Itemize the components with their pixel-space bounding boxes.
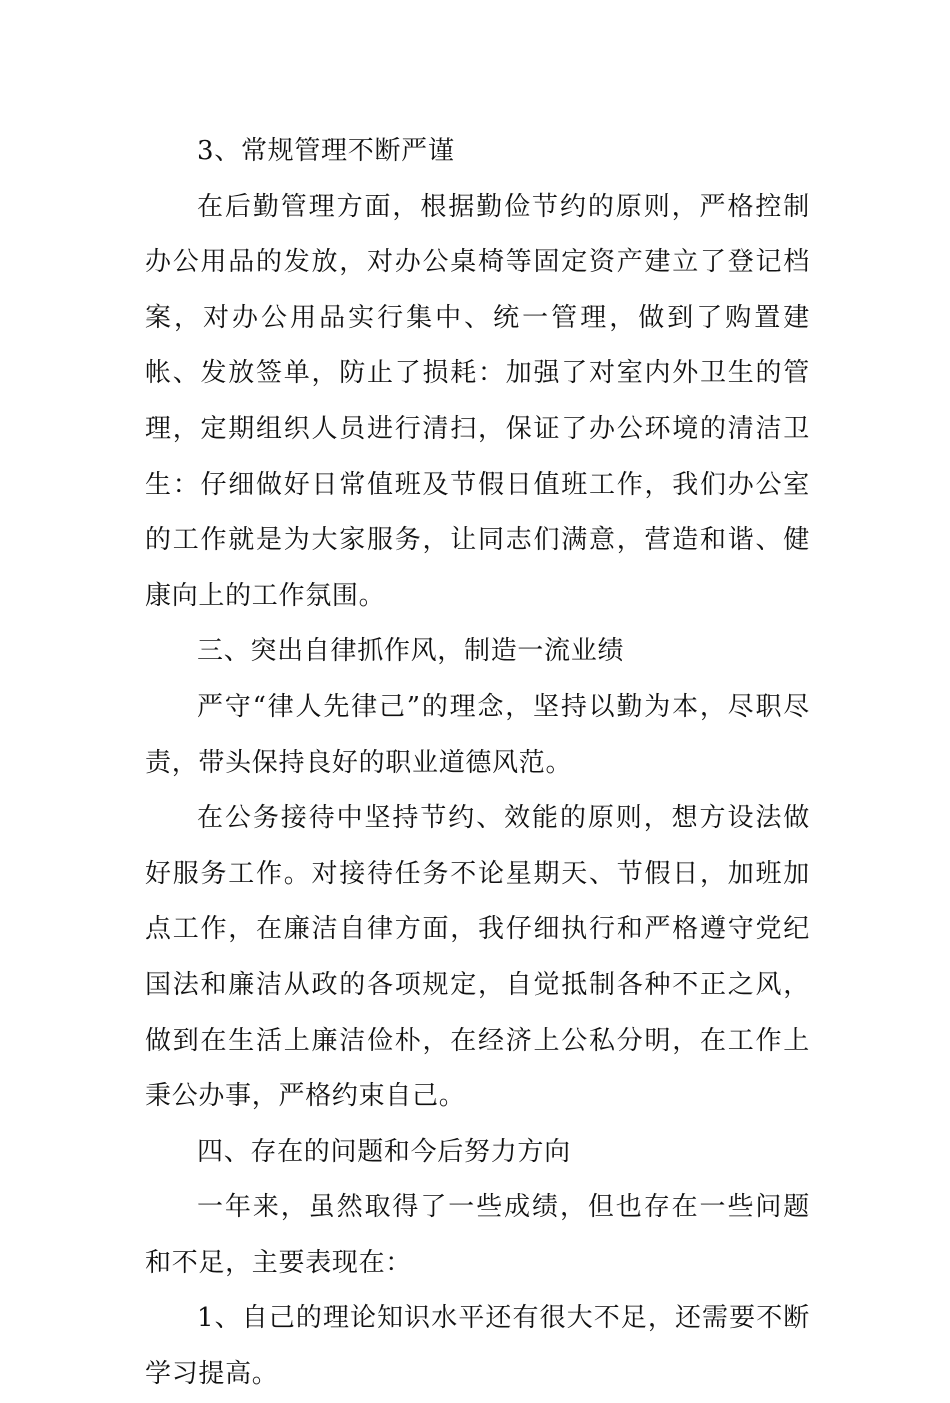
paragraph-year-summary: 一年来，虽然取得了一些成绩，但也存在一些问题和不足，主要表现在： — [145, 1192, 810, 1278]
section-heading-self-discipline: 三、突出自律抓作风，制造一流业绩 — [197, 636, 625, 667]
section-heading-problems-direction: 四、存在的问题和今后努力方向 — [197, 1136, 571, 1167]
paragraph-official-reception: 在公务接待中坚持节约、效能的原则，想方设法做好服务工作。对接待任务不论星期天、节假日，加班加点工作，在廉洁自律方面，我仔细执行和严格遵守党纪国法和廉洁从政的各项规定，自觉抵制各种不正之风，做到在生活上廉洁俭朴，在经济上公私分明，在工作上秉公办事，严格约束自己。 — [145, 803, 810, 1112]
paragraph-logistics-management: 在后勤管理方面，根据勤俭节约的原则，严格控制办公用品的发放，对办公桌椅等固定资产建立了登记档案，对办公用品实行集中、统一管理，做到了购置建帐、发放签单，防止了损耗：加强了对室内外卫生的管理，定期组织人员进行清扫，保证了办公环境的清洁卫生：仔细做好日常值班及节假日值班工作，我们办公室的工作就是为大家服务，让同志们满意，营造和谐、健康向上的工作氛围。 — [145, 191, 810, 611]
document-body — [145, 124, 810, 1403]
subheading-routine-management: 3、常规管理不断严谨 — [197, 136, 455, 166]
list-item-theory-knowledge: 1、自己的理论知识水平还有很大不足，还需要不断学习提高。 — [145, 1303, 810, 1390]
paragraph-strict-self: 严守“律人先律己”的理念，坚持以勤为本，尽职尽责，带头保持良好的职业道德风范。 — [145, 691, 810, 778]
